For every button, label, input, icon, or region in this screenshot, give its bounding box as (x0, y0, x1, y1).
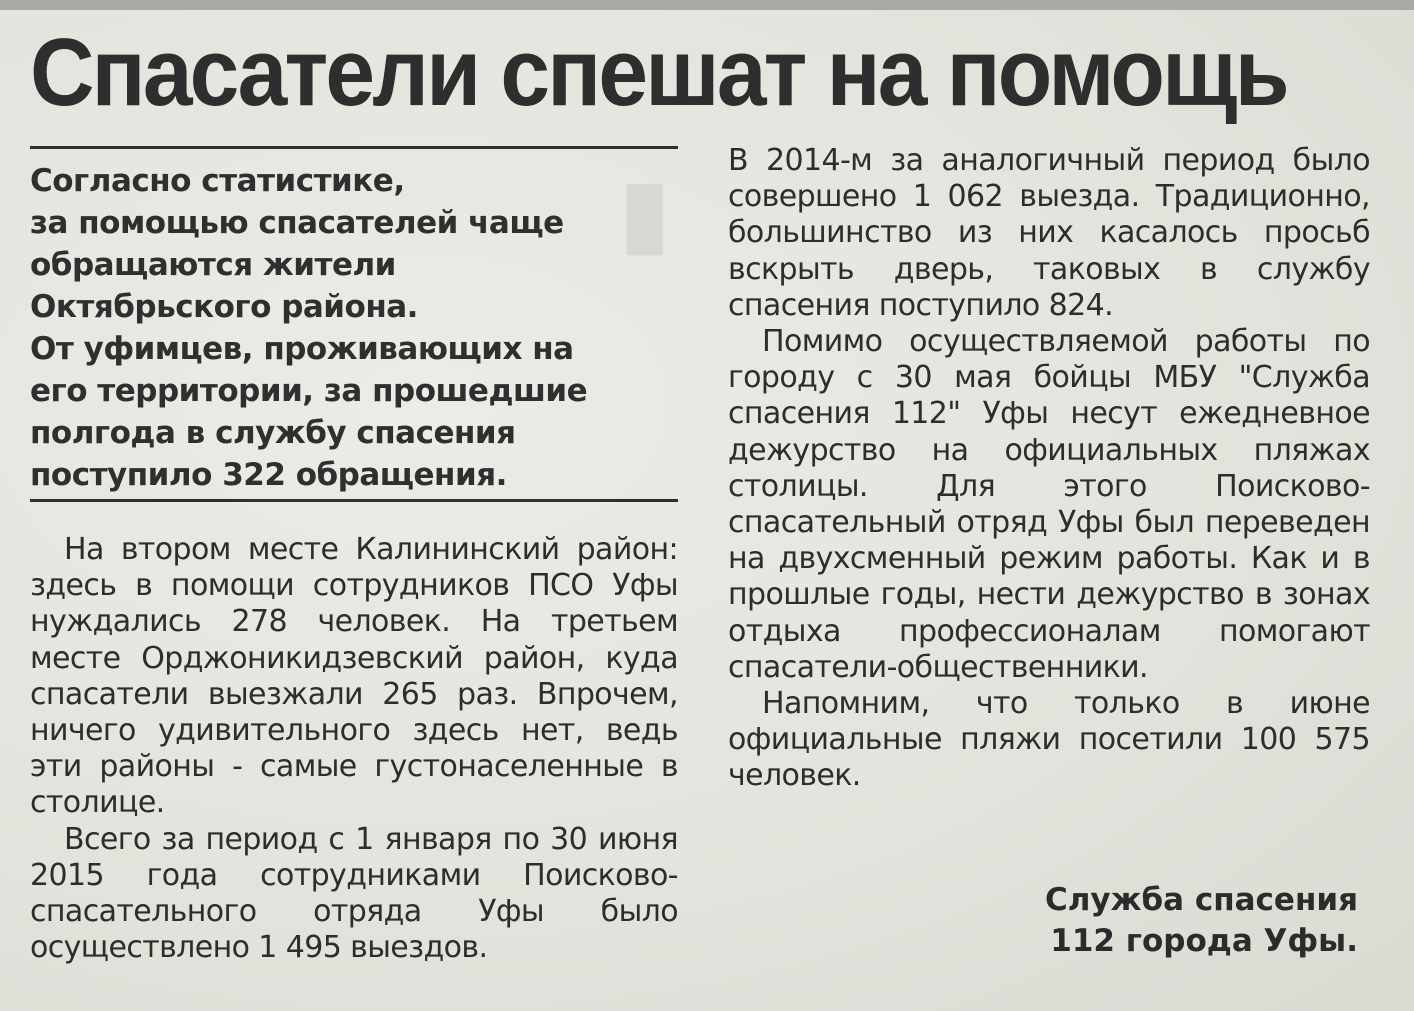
lead-bottom-rule (30, 499, 678, 502)
lead-line: От уфимцев, проживающих на (30, 331, 574, 367)
lead-line: обращаются жители (30, 247, 396, 283)
page-top-edge (0, 0, 1414, 10)
lead-line: Согласно статистике, (30, 163, 405, 199)
signature-line: 112 города Уфы. (1050, 923, 1358, 959)
body-paragraph: Напомним, что только в июне официальные пляжи посетили 100 575 человек. (728, 686, 1370, 794)
body-paragraph: Помимо осуществляемой работы по городу с 30 мая бойцы МБУ "Служба спасения 112" Уфы несут ежедневное дежурство на официальных пляжах столицы. Для этого Поисково-спасательный отряд Уфы был переведен на двухсменный режим работы. Как и в прошлые годы, нести дежурство в зонах отдыха профессионалам помогают спасатели-общественники. (728, 324, 1370, 685)
lead-line: полгода в службу спасения (30, 415, 516, 451)
body-paragraph: На втором месте Калининский район: здесь в помощи сотрудников ПСО Уфы нуждались 278 человек. На третьем месте Орджоникидзевский район, куда спасатели выезжали 265 раз. Впрочем, ничего удивительного здесь нет, ведь эти районы - самые густонаселенные в столице. (30, 532, 678, 821)
lead-paragraph (30, 160, 670, 496)
article-column-right (728, 143, 1370, 795)
lead-line: Октябрьского района. (30, 289, 418, 325)
article-column-left (30, 532, 678, 966)
body-paragraph: Всего за период с 1 января по 30 июня 2015 года сотрудниками Поисково-спасательного отряда Уфы было осуществлено 1 495 выездов. (30, 821, 678, 966)
lead-line: его территории, за прошедшие (30, 373, 588, 409)
lead-line: поступило 322 обращения. (30, 457, 507, 493)
lead-top-rule (30, 146, 678, 149)
show-through-texture: ▮ (620, 163, 670, 263)
headline: Спасатели спешат на помощь (30, 19, 1287, 126)
lead-line: за помощью спасателей чаще (30, 205, 564, 241)
body-paragraph: В 2014-м за аналогичный период было совершено 1 062 выезда. Традиционно, большинство из них касалось просьб вскрыть дверь, таковых в службу спасения поступило 824. (728, 143, 1370, 323)
signature-line: Служба спасения (1044, 882, 1358, 918)
article-signature (1045, 880, 1358, 962)
